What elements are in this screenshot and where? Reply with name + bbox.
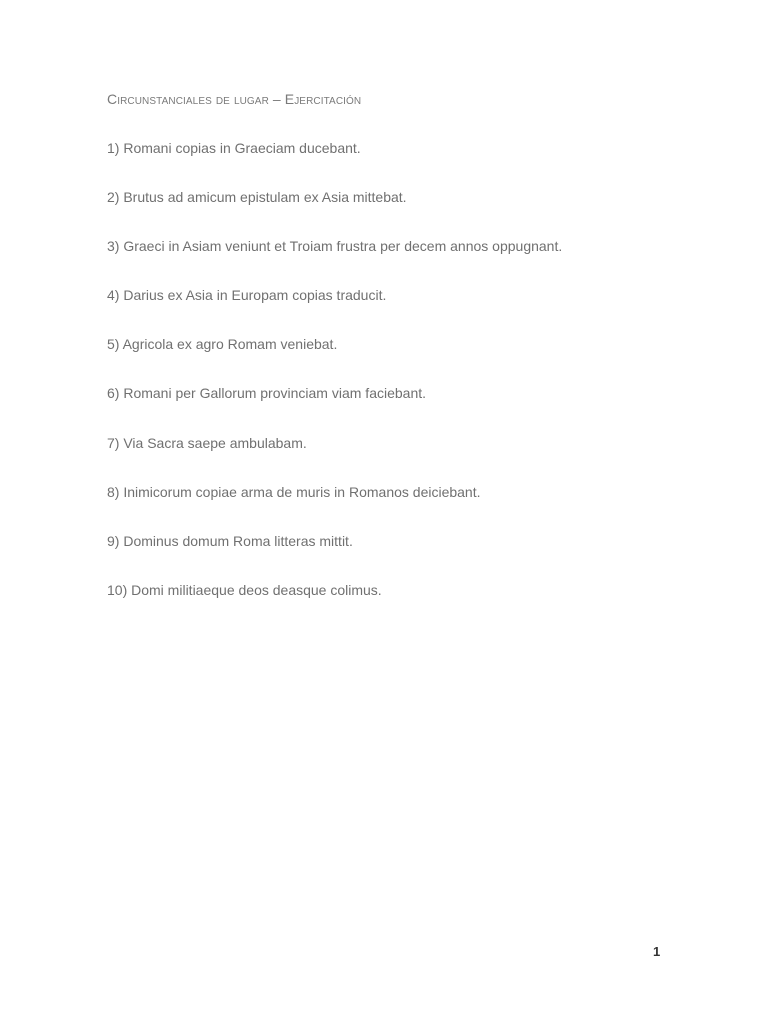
exercise-item-7: 7) Via Sacra saepe ambulabam.: [107, 434, 307, 451]
exercise-item-1: 1) Romani copias in Graeciam ducebant.: [107, 140, 361, 156]
exercise-item-6: 6) Romani per Gallorum provinciam viam faciebant.: [107, 385, 427, 402]
exercise-item-5: 5) Agricola ex agro Romam veniebat.: [107, 336, 338, 353]
exercise-item-9: 9) Dominus domum Roma litteras mittit.: [107, 532, 353, 549]
exercise-item-8: 8) Inimicorum copiae arma de muris in Romanos deiciebant.: [107, 483, 481, 500]
exercise-list: [107, 139, 562, 630]
exercise-item-2: 2) Brutus ad amicum epistulam ex Asia mittebat.: [107, 189, 407, 206]
exercise-item-10: 10) Domi militiaeque deos deasque colimus.: [107, 581, 382, 598]
exercise-item-4: 4) Darius ex Asia in Europam copias traducit.: [107, 287, 387, 304]
document-title: Circunstanciales de lugar – Ejercitación: [107, 91, 362, 107]
page-number: 1: [653, 944, 661, 959]
exercise-item-3: 3) Graeci in Asiam veniunt et Troiam frustra per decem annos oppugnant.: [107, 238, 563, 255]
